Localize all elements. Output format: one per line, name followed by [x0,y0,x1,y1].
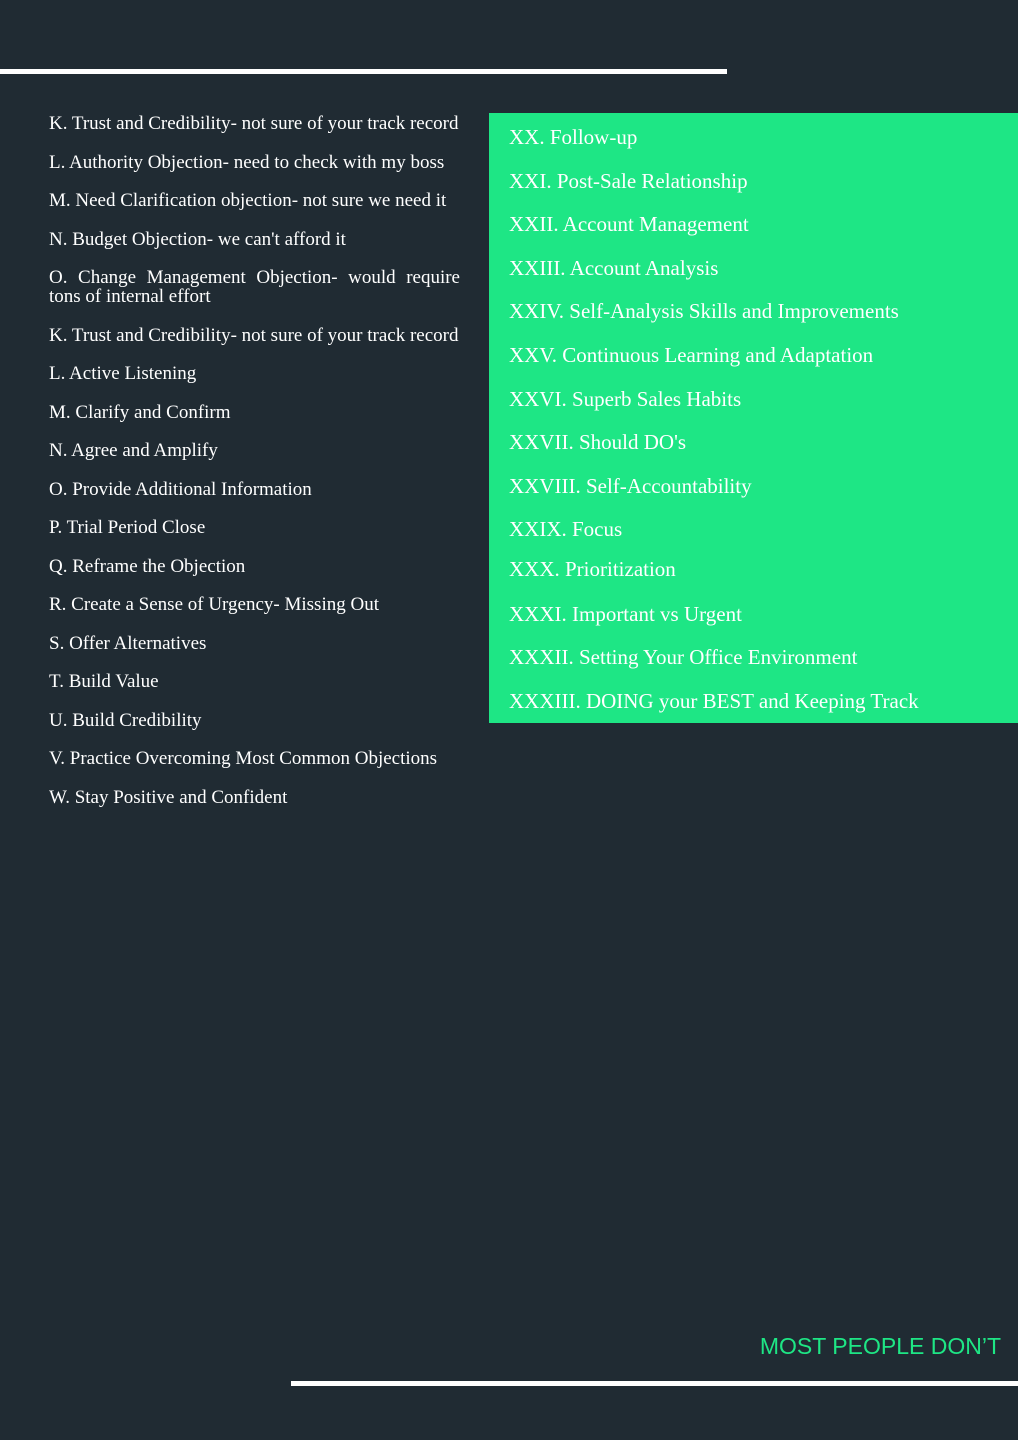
chapter-item: XXXIII. DOING your BEST and Keeping Track [509,689,919,713]
list-item: W. Stay Positive and Confident [49,786,288,808]
list-item: T. Build Value [49,671,159,692]
chapter-item: XXI. Post-Sale Relationship [509,169,748,193]
list-item: K. Trust and Credibility- not sure of your track record [49,324,459,346]
chapter-list-panel [489,113,1018,723]
chapter-item: XXXII. Setting Your Office Environment [509,645,858,669]
list-item: S. Offer Alternatives [49,632,207,654]
chapter-item: XXII. Account Management [509,212,749,236]
bottom-divider-line [291,1381,1018,1386]
list-item: O. Provide Additional Information [49,478,312,500]
objection-handling-list [49,114,460,826]
list-item: P. Trial Period Close [49,517,206,538]
chapter-item: XXIII. Account Analysis [509,256,719,280]
list-item: R. Create a Sense of Urgency- Missing Out [49,594,379,615]
list-item: V. Practice Overcoming Most Common Objections [49,748,438,769]
chapter-item: XXV. Continuous Learning and Adaptation [509,343,874,367]
chapter-item: XXVIII. Self-Accountability [509,474,752,498]
list-item: U. Build Credibility [49,709,202,731]
list-item: L. Active Listening [49,363,197,384]
chapter-item: XXXI. Important vs Urgent [509,602,742,626]
chapter-item: XX. Follow-up [509,125,638,149]
list-item: M. Need Clarification objection- not sure we need it [49,190,447,211]
chapter-item: XXVII. Should DO's [509,430,687,454]
top-divider-line [0,69,727,74]
list-item: L. Authority Objection- need to check with my boss [49,151,445,173]
chapter-item: XXX. Prioritization [509,557,676,581]
list-item: N. Agree and Amplify [49,440,218,461]
list-item: Q. Reframe the Objection [49,555,246,577]
chapter-item: XXVI. Superb Sales Habits [509,387,742,411]
footer-tagline: MOST PEOPLE DON’T [759,1333,1001,1359]
chapter-item: XXIV. Self-Analysis Skills and Improvements [509,299,899,323]
list-item: K. Trust and Credibility- not sure of your track record [49,113,459,134]
list-item: M. Clarify and Confirm [49,401,231,423]
list-item: N. Budget Objection- we can't afford it [49,228,346,250]
chapter-item: XXIX. Focus [509,517,623,541]
list-item: O. Change Management Objection- would require tons of internal effort [49,267,460,307]
